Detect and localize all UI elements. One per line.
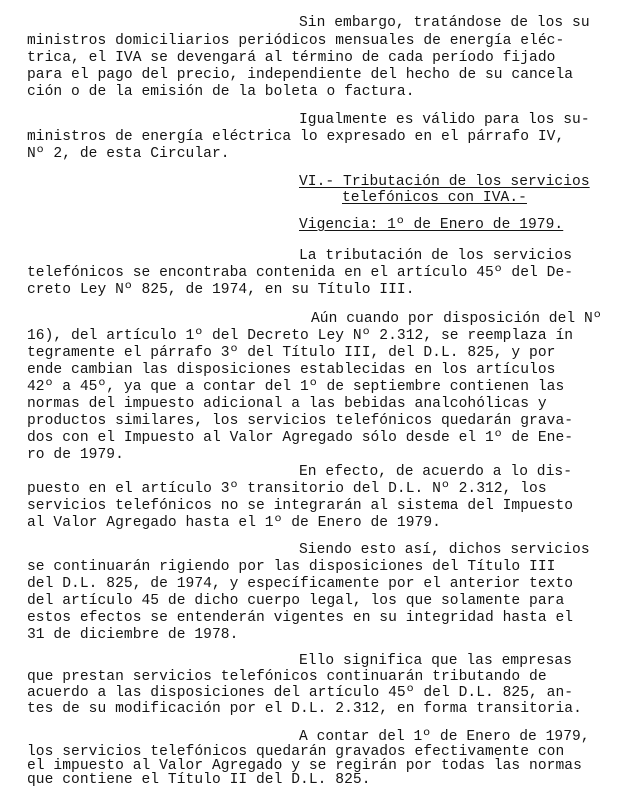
- text-line: tegramente el párrafo 3º del Título III, del D.L. 825, y por: [27, 345, 556, 361]
- text-line: Nº 2, de esta Circular.: [27, 146, 230, 162]
- text-line: Siendo esto así, dichos servicios: [299, 542, 590, 558]
- text-line: que prestan servicios telefónicos continuarán tributando de: [27, 669, 547, 685]
- text-line: Sin embargo, tratándose de los su: [299, 15, 590, 31]
- text-line: trica, el IVA se devengará al término de cada período fijado: [27, 50, 556, 66]
- text-line: dos con el Impuesto al Valor Agregado sólo desde el 1º de Ene-: [27, 430, 574, 446]
- heading-line: telefónicos con IVA.-: [342, 190, 527, 206]
- text-line: para el pago del precio, independiente del hecho de su cancela: [27, 67, 574, 83]
- text-line: La tributación de los servicios: [299, 248, 573, 264]
- text-line: ministros domiciliarios periódicos mensuales de energía eléc-: [27, 33, 565, 49]
- text-line: ende cambian las disposiciones establecidas en los artículos: [27, 362, 556, 378]
- text-line: Igualmente es válido para los su-: [299, 112, 590, 128]
- text-line: 31 de diciembre de 1978.: [27, 627, 239, 643]
- text-line: servicios telefónicos no se integrarán al sistema del Impuesto: [27, 498, 574, 514]
- text-line: puesto en el artículo 3º transitorio del D.L. Nº 2.312, los: [27, 481, 547, 497]
- text-line: ministros de energía eléctrica lo expresado en el párrafo IV,: [27, 129, 565, 145]
- text-line: ción o de la emisión de la boleta o factura.: [27, 84, 415, 100]
- text-line: que contiene el Título II del D.L. 825.: [27, 772, 371, 788]
- text-line: productos similares, los servicios telefónicos quedarán grava-: [27, 413, 574, 429]
- text-line: al Valor Agregado hasta el 1º de Enero de 1979.: [27, 515, 441, 531]
- text-line: el impuesto al Valor Agregado y se regirán por todas las normas: [27, 758, 582, 774]
- text-line: normas del impuesto adicional a las bebidas analcohólicas y: [27, 396, 547, 412]
- text-line: A contar del 1º de Enero de 1979,: [299, 729, 590, 745]
- text-line: tes de su modificación por el D.L. 2.312, en forma transitoria.: [27, 701, 582, 717]
- text-line: ro de 1979.: [27, 447, 124, 463]
- text-line: 16), del artículo 1º del Decreto Ley Nº 2.312, se reemplaza ín: [27, 328, 574, 344]
- text-line: se continuarán rigiendo por las disposiciones del Título III: [27, 559, 556, 575]
- text-line: Aún cuando por disposición del Nº: [311, 311, 602, 327]
- text-line: del D.L. 825, de 1974, y específicamente por el anterior texto: [27, 576, 574, 592]
- text-line: En efecto, de acuerdo a lo dis-: [299, 464, 573, 480]
- text-line: telefónicos se encontraba contenida en el artículo 45º del De-: [27, 265, 574, 281]
- text-line: 42º a 45º, ya que a contar del 1º de septiembre contienen las: [27, 379, 565, 395]
- text-line: creto Ley Nº 825, de 1974, en su Título III.: [27, 282, 415, 298]
- text-line: Ello significa que las empresas: [299, 653, 573, 669]
- text-line: los servicios telefónicos quedarán gravados efectivamente con: [27, 744, 565, 760]
- text-line: del artículo 45 de dicho cuerpo legal, los que solamente para: [27, 593, 565, 609]
- heading-line: VI.- Tributación de los servicios: [299, 174, 590, 190]
- text-line: estos efectos se entenderán vigentes en su integridad hasta el: [27, 610, 574, 626]
- text-line: acuerdo a las disposiciones del artículo 45º del D.L. 825, an-: [27, 685, 574, 701]
- text-line: Vigencia: 1º de Enero de 1979.: [299, 217, 564, 233]
